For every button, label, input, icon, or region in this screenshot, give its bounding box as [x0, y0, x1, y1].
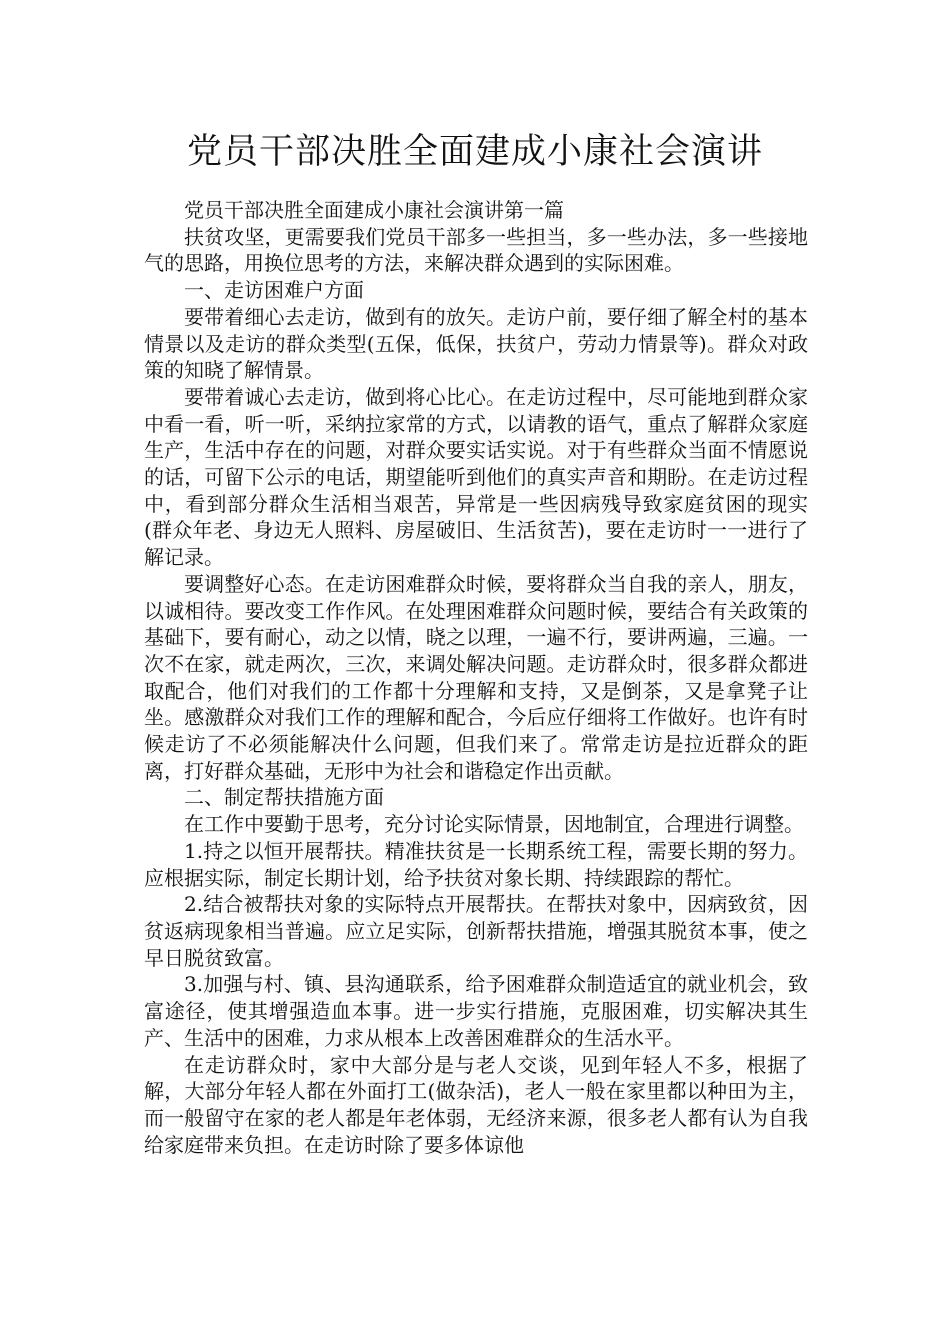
paragraph: 要带着细心去走访，做到有的放矢。走访户前，要仔细了解全村的基本情景以及走访的群众类型(五保，低保，扶贫户，劳动力情景等)。群众对政策的知晓了解情景。	[144, 304, 808, 383]
list-item: 1.持之以恒开展帮扶。精准扶贫是一长期系统工程，需要长期的努力。应根据实际，制定长期计划，给予扶贫对象长期、持续跟踪的帮忙。	[144, 838, 808, 890]
paragraph-intro: 扶贫攻坚，更需要我们党员干部多一些担当，多一些办法，多一些接地气的思路，用换位思考的方法，来解决群众遇到的实际困难。	[144, 224, 808, 276]
paragraph: 在工作中要勤于思考，充分讨论实际情景，因地制宜，合理进行调整。	[184, 812, 804, 837]
section-heading-measures: 二、制定帮扶措施方面	[184, 785, 384, 810]
list-item: 2.结合被帮扶对象的实际特点开展帮扶。在帮扶对象中，因病致贫，因贫返病现象相当普遍。应立足实际，创新帮扶措施，增强其脱贫本事，使之早日脱贫致富。	[144, 892, 808, 970]
document-body	[144, 197, 808, 1158]
list-item: 3.加强与村、镇、县沟通联系，给予困难群众制造适宜的就业机会，致富途径，使其增强造血本事。进一步实行措施，克服困难，切实解决其生产、生活中的困难，力求从根本上改善困难群众的生活水平。	[144, 972, 808, 1050]
paragraph: 要调整好心态。在走访困难群众时候，要将群众当自我的亲人，朋友，以诚相待。要改变工作作风。在处理困难群众问题时候，要结合有关政策的基础下，要有耐心，动之以情，晓之以理，一遍不行，要讲两遍，三遍。一次不在家，就走两次，三次，来调处解决问题。走访群众时，很多群众都进取配合，他们对我们的工作都十分理解和支持，又是倒茶，又是拿凳子让坐。感激群众对我们工作的理解和配合，今后应仔细将工作做好。也许有时候走访了不必须能解决什么问题，但我们来了。常常走访是拉近群众的距离，打好群众基础，无形中为社会和谐稳定作出贡献。	[144, 571, 808, 783]
paragraph: 要带着诚心去走访，做到将心比心。在走访过程中，尽可能地到群众家中看一看，听一听，采纳拉家常的方式，以请教的语气，重点了解群众家庭生产，生活中存在的问题，对群众要实话实说。对于有些群众当面不情愿说的话，可留下公示的电话，期望能听到他们的真实声音和期盼。在走访过程中，看到部分群众生活相当艰苦，异常是一些因病残导致家庭贫困的现实(群众年老、身边无人照料、房屋破旧、生活贫苦)，要在走访时一一进行了解记录。	[144, 384, 808, 570]
paragraph-subtitle: 党员干部决胜全面建成小康社会演讲第一篇	[184, 198, 564, 222]
section-heading-visit: 一、走访困难户方面	[184, 278, 364, 303]
document-title: 党员干部决胜全面建成小康社会演讲	[186, 132, 763, 172]
paragraph: 在走访群众时，家中大部分是与老人交谈，见到年轻人不多，根据了解，大部分年轻人都在外面打工(做杂活)，老人一般在家里都以种田为主，而一般留守在家的老人都是年老体弱，无经济来源，很多老人都有认为自我给家庭带来负担。在走访时除了要多体谅他	[144, 1052, 808, 1157]
